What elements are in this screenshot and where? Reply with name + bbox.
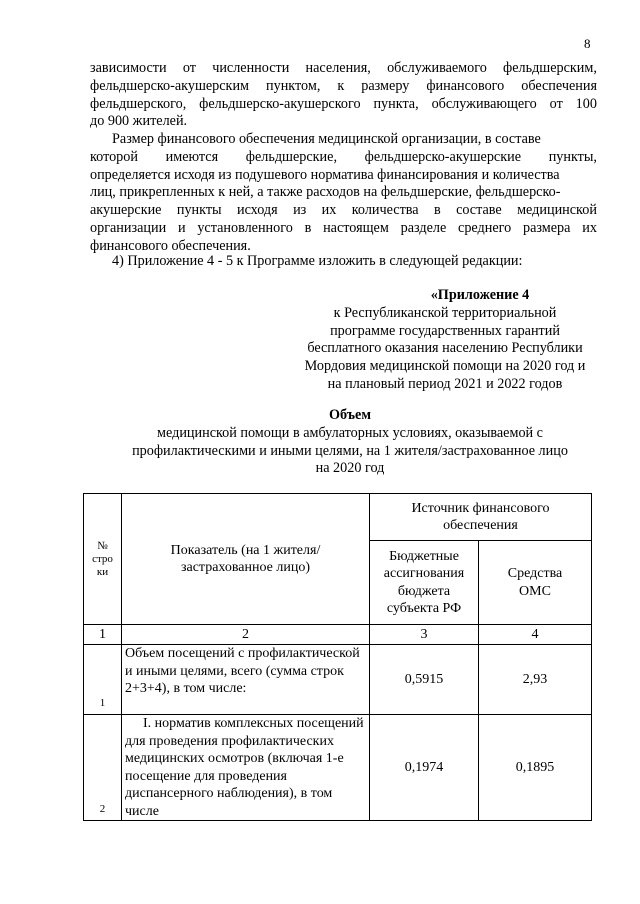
volume-table — [83, 493, 592, 821]
appendix-line: программе государственных гарантий — [330, 322, 560, 339]
title-line: медицинской помощи в амбулаторных условиях, оказываемой с — [157, 424, 543, 441]
paragraph-1-lines — [90, 60, 597, 113]
paragraph-line: фельдшерского, фельдшерско-акушерского пункта, обслуживающего от 100 — [90, 95, 597, 112]
paragraph-line: определяется исходя из подушевого норматива финансирования и количества — [90, 166, 560, 183]
page-number: 8 — [584, 36, 591, 51]
header-row-number: № стро ки — [84, 494, 122, 625]
row-number: 1 — [84, 645, 122, 715]
paragraph-line: акушерские пункты исходя из их количества в составе медицинской — [90, 202, 597, 219]
paragraph-1 — [90, 60, 597, 131]
title-bold: Объем — [328, 407, 371, 423]
header-oms: Средства ОМС — [479, 541, 592, 625]
header-source: Источник финансового обеспечения — [370, 494, 592, 541]
col-number-3: 3 — [370, 625, 479, 645]
row-number: 2 — [84, 715, 122, 821]
paragraph-line: Размер финансового обеспечения медицинской организации, в составе — [112, 131, 541, 147]
col-number-4: 4 — [479, 625, 592, 645]
paragraph-2-lines — [90, 131, 597, 238]
row-indicator: Объем посещений с профилактической и иными целями, всего (сумма строк 2+3+4), в том числе: — [122, 645, 370, 715]
paragraph-line: лиц, прикрепленных к ней, а также расходов на фельдшерские, фельдшерско- — [90, 184, 561, 201]
appendix-line: Мордовия медицинской помощи на 2020 год и — [304, 358, 586, 375]
paragraph-line: организации и установленного в настоящем разделе среднего размера их — [90, 219, 597, 236]
paragraph-2 — [90, 131, 597, 256]
paragraph-line: фельдшерско-акушерским пунктом, к размеру финансового обеспечения — [90, 77, 597, 94]
title-line: профилактическими и иными целями, на 1 жителя/застрахованное лицо — [132, 442, 568, 459]
table-row — [84, 645, 592, 715]
appendix-heading: «Приложение 4 — [430, 287, 530, 303]
row-oms-value: 2,93 — [479, 645, 592, 715]
appendix-block — [280, 287, 610, 394]
paragraph-1-last-line: до 900 жителей. — [90, 113, 188, 130]
col-number-2: 2 — [122, 625, 370, 645]
appendix-line: бесплатного оказания населению Республики — [307, 340, 583, 357]
row-budget-value: 0,1974 — [370, 715, 479, 821]
appendix-line: к Республиканской территориальной — [333, 304, 557, 321]
appendix-line: на плановый период 2021 и 2022 годов — [327, 375, 563, 392]
title-line: на 2020 год — [315, 460, 385, 477]
paragraph-3-text: 4) Приложение 4 - 5 к Программе изложить в следующей редакции: — [112, 253, 523, 269]
paragraph-line: которой имеются фельдшерские, фельдшерско-акушерские пункты, — [90, 148, 597, 165]
table-row — [84, 715, 592, 821]
paragraph-2-last-line: финансового обеспечения. — [90, 237, 251, 254]
row-oms-value: 0,1895 — [479, 715, 592, 821]
row-indicator: I. норматив комплексных посещений для проведения профилактических медицинских осмотров (включая 1-е посещение для проведения диспансерного наблюдения), в том числе — [122, 715, 370, 821]
paragraph-line: зависимости от численности населения, обслуживаемого фельдшерским, — [90, 60, 597, 76]
paragraph-3 — [90, 253, 597, 271]
header-indicator: Показатель (на 1 жителя/застрахованное лицо) — [122, 494, 370, 625]
row-budget-value: 0,5915 — [370, 645, 479, 715]
col-number-1: 1 — [84, 625, 122, 645]
document-title — [90, 407, 610, 478]
header-budget: Бюджетные ассигнования бюджета субъекта РФ — [370, 541, 479, 625]
